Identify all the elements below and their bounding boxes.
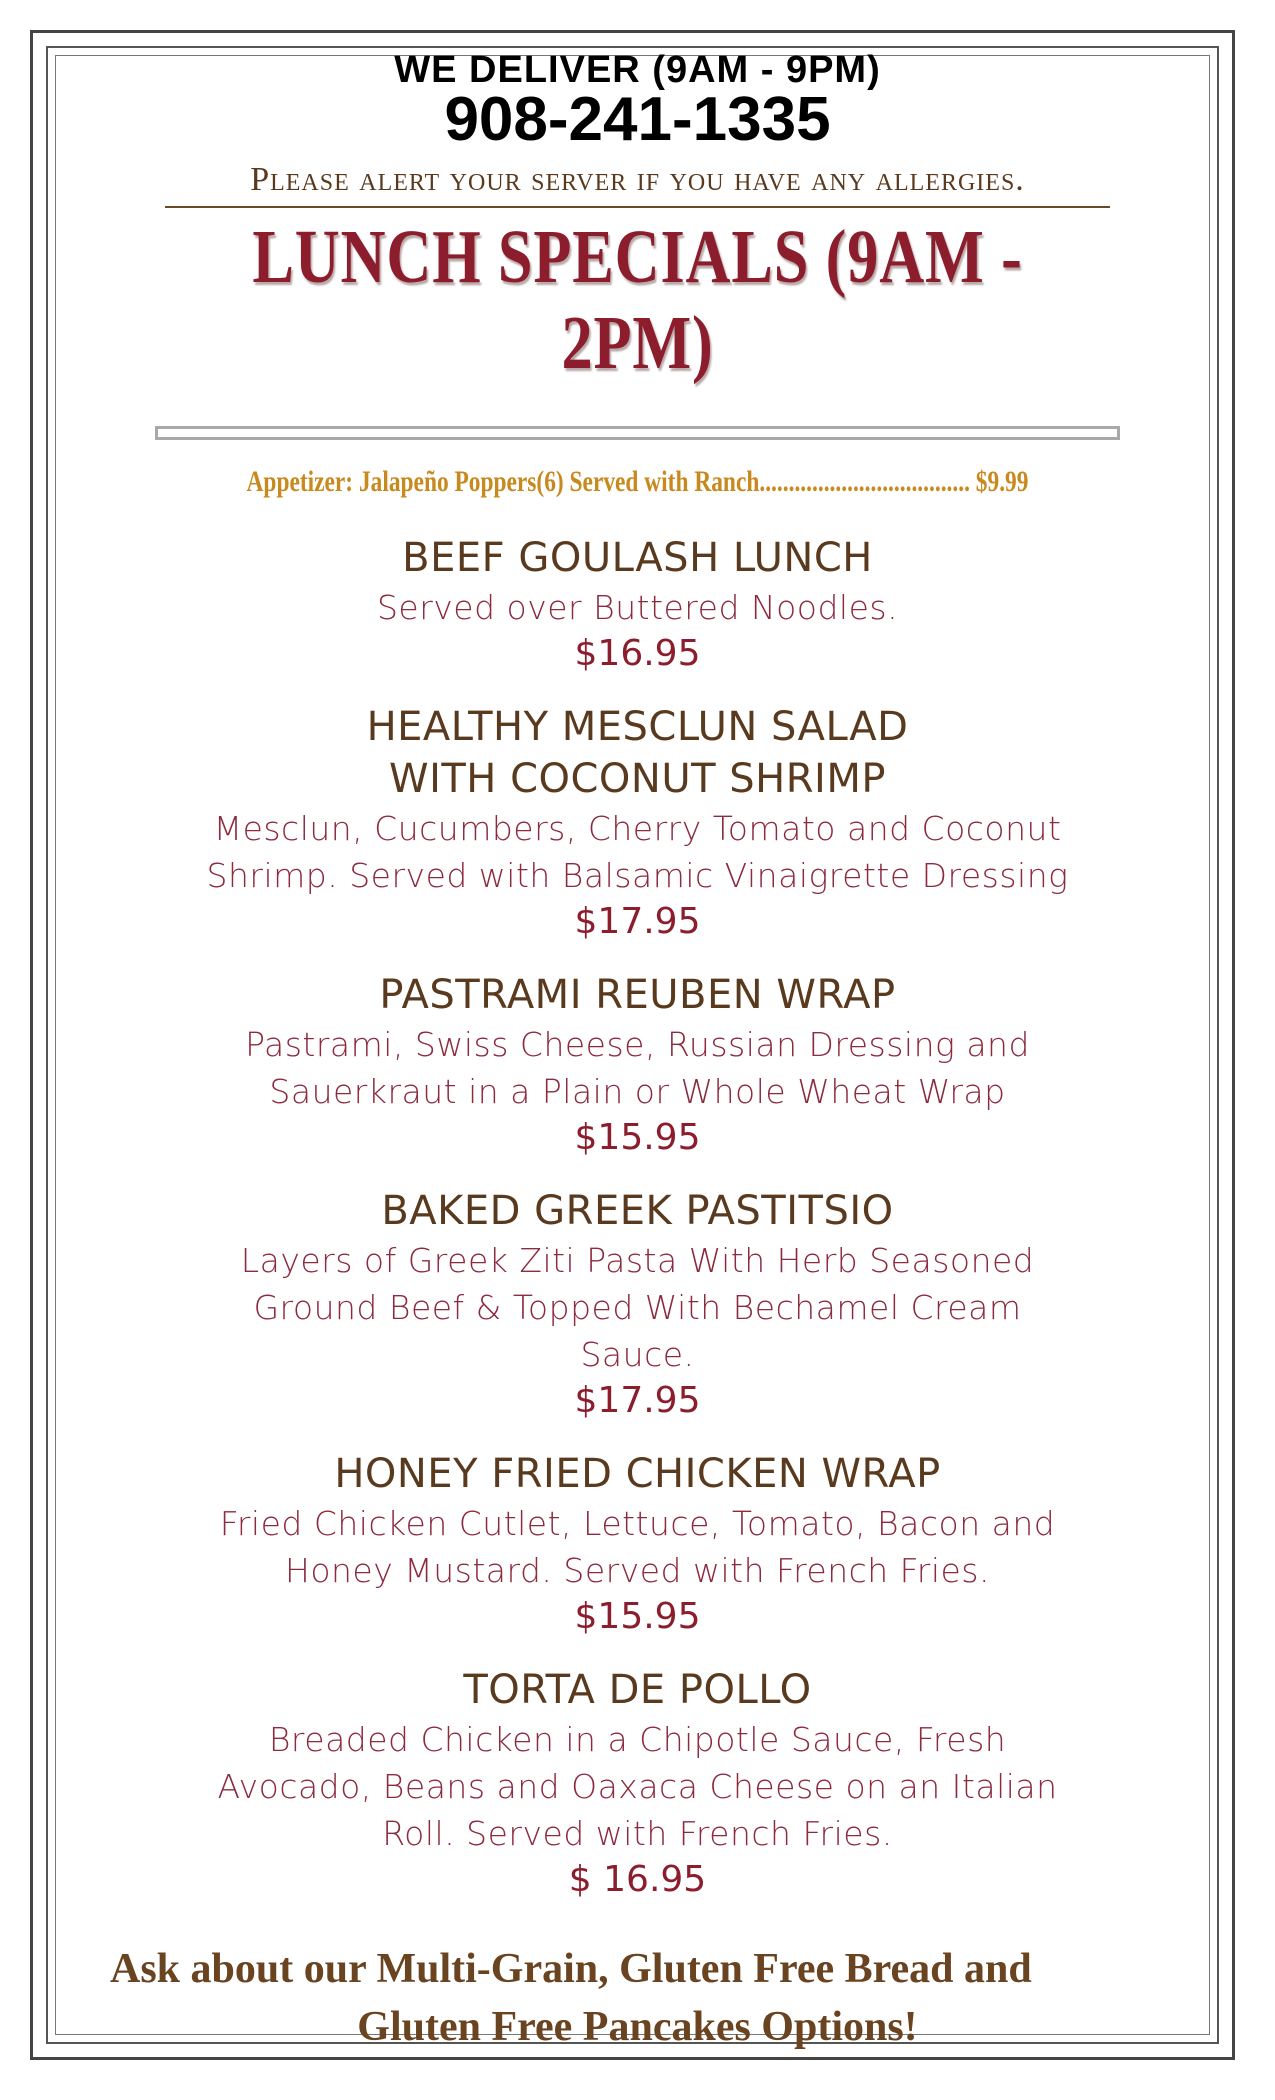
item-name: BEEF GOULASH LUNCH	[402, 535, 873, 581]
item-description: Roll. Served with French Fries.	[382, 1814, 893, 1853]
item-price: $15.95	[574, 1117, 701, 1158]
footer-line: Ask about our Multi-Grain, Gluten Free Bread and	[110, 1946, 1032, 1992]
item-description: Avocado, Beans and Oaxaca Cheese on an Italian	[217, 1767, 1058, 1806]
menu-item	[70, 1185, 1205, 1424]
delivery-hours: WE DELIVER (9AM - 9PM)	[394, 49, 881, 91]
divider-bar	[155, 426, 1120, 440]
gluten-free-note	[70, 1940, 1205, 2056]
allergy-notice: Please alert your server if you have any allergies.	[250, 161, 1025, 198]
item-description: Pastrami, Swiss Cheese, Russian Dressing and	[245, 1025, 1030, 1064]
item-description: Shrimp. Served with Balsamic Vinaigrette Dressing	[206, 856, 1069, 895]
menu-item	[70, 1448, 1205, 1640]
menu-item	[70, 532, 1205, 677]
menu-item	[70, 969, 1205, 1161]
item-description: Honey Mustard. Served with French Fries.	[285, 1551, 990, 1590]
item-name: TORTA DE POLLO	[463, 1667, 812, 1713]
item-description: Breaded Chicken in a Chipotle Sauce, Fresh	[268, 1720, 1007, 1759]
appetizer-line: Appetizer: Jalapeño Poppers(6) Served with Ranch.................................... $9.99	[246, 465, 1029, 498]
menu-item	[70, 701, 1205, 945]
item-description: Layers of Greek Ziti Pasta With Herb Seasoned	[240, 1241, 1035, 1280]
menu-item	[70, 1664, 1205, 1903]
item-description: Mesclun, Cucumbers, Cherry Tomato and Coconut	[213, 809, 1062, 848]
item-name: HEALTHY MESCLUN SALAD WITH COCONUT SHRIMP	[366, 704, 909, 802]
divider-rule	[165, 206, 1110, 208]
item-price: $15.95	[574, 1596, 701, 1637]
item-description: Served over Buttered Noodles.	[376, 588, 899, 627]
item-price: $17.95	[574, 1380, 701, 1421]
menu-content	[70, 48, 1205, 1927]
menu-items	[70, 532, 1205, 1903]
item-name: BAKED GREEK PASTITSIO	[381, 1188, 894, 1234]
item-price: $16.95	[574, 633, 701, 674]
item-description: Fried Chicken Cutlet, Lettuce, Tomato, Bacon and	[219, 1504, 1056, 1543]
page-title: LUNCH SPECIALS (9AM - 2PM)	[252, 215, 1023, 385]
phone-number[interactable]: 908-241-1335	[444, 85, 831, 154]
item-name: HONEY FRIED CHICKEN WRAP	[334, 1451, 941, 1497]
item-price: $ 16.95	[568, 1859, 707, 1900]
item-description: Sauerkraut in a Plain or Whole Wheat Wrap	[269, 1072, 1006, 1111]
footer-line: Gluten Free Pancakes Options!	[357, 2004, 918, 2050]
item-description: Sauce.	[580, 1335, 695, 1374]
item-name: PASTRAMI REUBEN WRAP	[379, 972, 896, 1018]
item-price: $17.95	[574, 901, 701, 942]
item-description: Ground Beef & Topped With Bechamel Cream	[253, 1288, 1022, 1327]
